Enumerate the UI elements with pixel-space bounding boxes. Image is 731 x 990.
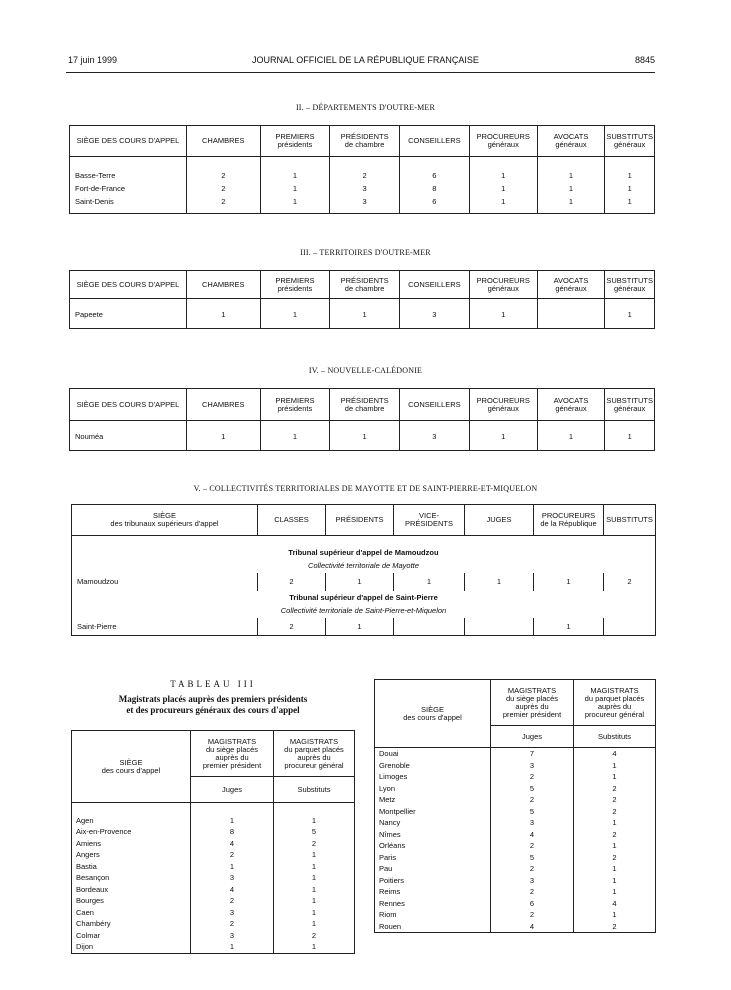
cell-value: 1 [274, 884, 355, 896]
table-row [375, 794, 656, 806]
table-row [70, 305, 655, 325]
cell-value: 1 [260, 305, 330, 325]
cell-value: 1 [605, 305, 655, 325]
cell-value: 2 [191, 918, 274, 930]
table-row [72, 930, 355, 942]
table-row [375, 748, 656, 760]
cell-value: 1 [574, 863, 656, 875]
table-row [375, 886, 656, 898]
cell-value: 2 [274, 930, 355, 942]
table-row [72, 861, 355, 873]
row-siege: Saint-Pierre [72, 618, 258, 636]
table-row [72, 838, 355, 850]
cell-value: 3 [191, 907, 274, 919]
table-row [72, 849, 355, 861]
col-avocats: AVOCATS généraux [537, 271, 605, 299]
cell-value: 1 [534, 618, 604, 636]
block-title-mamoudzou: Tribunal supérieur d'appel de Mamoudzou [288, 547, 439, 557]
cell-value: 1 [326, 573, 394, 591]
table-row [375, 852, 656, 864]
cell-value [537, 305, 605, 325]
cell-value: 2 [491, 840, 574, 852]
cell-value: 1 [534, 573, 604, 591]
table-row [72, 895, 355, 907]
col-procureurs: PROCUREURS généraux [469, 271, 537, 299]
cell-value: 2 [191, 895, 274, 907]
cell-value: 2 [574, 829, 656, 841]
row-siege: Saint-Denis [70, 195, 187, 208]
row-siege: Nouméa [70, 427, 187, 447]
col-presidents: PRÉSIDENTS [326, 505, 394, 536]
cell-value: 1 [274, 849, 355, 861]
row-siege: Agen [72, 815, 191, 827]
cell-value: 1 [574, 771, 656, 783]
table-collectivites [71, 504, 656, 636]
cell-value: 4 [491, 829, 574, 841]
cell-value: 1 [574, 909, 656, 921]
row-siege: Paris [375, 852, 491, 864]
col-siege: SIÈGE des cours d'appel [72, 731, 191, 803]
row-siege: Grenoble [375, 760, 491, 772]
cell-value: 1 [469, 182, 537, 195]
cell-value: 2 [258, 618, 326, 636]
row-siege: Amiens [72, 838, 191, 850]
col-avocats: AVOCATS généraux [537, 389, 605, 421]
cell-value: 1 [326, 618, 394, 636]
section-departements-title: II. – DÉPARTEMENTS D'OUTRE-MER [295, 103, 436, 112]
col-vice-presidents: VICE- PRÉSIDENTS [394, 505, 465, 536]
block-subtitle-spm: Collectivité territoriale de Saint-Pierre-et-Miquelon [280, 606, 447, 615]
cell-value: 1 [469, 427, 537, 447]
cell-value: 3 [399, 427, 469, 447]
cell-value: 1 [394, 573, 465, 591]
table-row [72, 872, 355, 884]
tableau-iii-subtitle-1: Magistrats placés auprès des premiers présidents [118, 694, 308, 704]
cell-value: 4 [191, 838, 274, 850]
cell-value: 1 [274, 907, 355, 919]
cell-value: 2 [491, 794, 574, 806]
cell-value: 3 [399, 305, 469, 325]
cell-value: 1 [274, 872, 355, 884]
col-chambres: CHAMBRES [186, 389, 260, 421]
col-substituts: SUBSTITUTS généraux [605, 389, 655, 421]
cell-value: 1 [274, 895, 355, 907]
table-row [72, 884, 355, 896]
cell-value: 2 [574, 783, 656, 795]
table-row [375, 817, 656, 829]
col-substituts: Substituts [574, 726, 656, 748]
cell-value: 6 [491, 898, 574, 910]
cell-value: 3 [491, 875, 574, 887]
row-siege: Nancy [375, 817, 491, 829]
cell-value: 2 [330, 169, 400, 182]
section-v-title: V. – COLLECTIVITÉS TERRITORIALES DE MAYOTTE ET DE SAINT-PIERRE-ET-MIQUELON [193, 484, 538, 493]
table-row [375, 840, 656, 852]
cell-value: 3 [330, 195, 400, 208]
cell-value: 1 [537, 182, 605, 195]
cell-value: 2 [491, 886, 574, 898]
table-row [375, 863, 656, 875]
col-presidents-ch: PRÉSIDENTS de chambre [330, 271, 400, 299]
cell-value: 1 [191, 815, 274, 827]
row-siege: Dijon [72, 941, 191, 953]
row-siege: Bourges [72, 895, 191, 907]
row-siege: Poitiers [375, 875, 491, 887]
col-conseillers: CONSEILLERS [399, 389, 469, 421]
cell-value: 1 [469, 305, 537, 325]
row-siege: Pau [375, 863, 491, 875]
cell-value: 2 [258, 573, 326, 591]
row-siege: Douai [375, 748, 491, 760]
col-classes: CLASSES [258, 505, 326, 536]
cell-value: 1 [537, 195, 605, 208]
cell-value: 1 [537, 427, 605, 447]
cell-value: 3 [191, 872, 274, 884]
col-juges: Juges [491, 726, 574, 748]
cell-value: 8 [399, 182, 469, 195]
cell-value: 1 [605, 169, 655, 182]
table-row [72, 918, 355, 930]
col-substituts: SUBSTITUTS généraux [605, 126, 655, 157]
row-siege: Reims [375, 886, 491, 898]
cell-value: 1 [274, 815, 355, 827]
cell-value: 1 [605, 195, 655, 208]
cell-value: 2 [491, 771, 574, 783]
row-siege: Orléans [375, 840, 491, 852]
cell-value: 1 [574, 840, 656, 852]
cell-value: 1 [330, 427, 400, 447]
cell-value: 6 [399, 169, 469, 182]
table-magistrats-left [71, 730, 355, 954]
row-siege: Rennes [375, 898, 491, 910]
cell-value: 4 [491, 921, 574, 933]
table-row [375, 909, 656, 921]
col-avocats: AVOCATS généraux [537, 126, 605, 157]
cell-value: 2 [186, 169, 260, 182]
row-siege: Angers [72, 849, 191, 861]
table-row [375, 783, 656, 795]
row-siege: Aix-en-Provence [72, 826, 191, 838]
row-siege: Bastia [72, 861, 191, 873]
cell-value: 1 [274, 918, 355, 930]
cell-value: 1 [537, 169, 605, 182]
row-siege: Fort-de-France [70, 182, 187, 195]
header-journal: JOURNAL OFFICIEL DE LA RÉPUBLIQUE FRANÇAISE [252, 55, 479, 65]
cell-value: 1 [186, 305, 260, 325]
cell-value: 1 [330, 305, 400, 325]
col-chambres: CHAMBRES [186, 271, 260, 299]
col-magistrats-parquet: MAGISTRATS du parquet placés auprès du procureur général [274, 731, 355, 777]
cell-value: 2 [574, 794, 656, 806]
cell-value: 7 [491, 748, 574, 760]
col-siege: SIÈGE DES COURS D'APPEL [70, 389, 187, 421]
cell-value: 2 [491, 863, 574, 875]
section-nouvelle-caledonie-title: IV. – NOUVELLE-CALÉDONIE [308, 366, 423, 375]
col-siege: SIÈGE des cours d'appel [375, 680, 491, 748]
col-magistrats-parquet: MAGISTRATS du parquet placés auprès du procureur général [574, 680, 656, 726]
row-siege: Besançon [72, 872, 191, 884]
cell-value: 2 [574, 806, 656, 818]
cell-value: 4 [574, 748, 656, 760]
cell-value: 2 [191, 849, 274, 861]
cell-value: 1 [574, 817, 656, 829]
block-subtitle-mayotte: Collectivité territoriale de Mayotte [308, 561, 419, 570]
cell-value [604, 618, 656, 636]
row-siege: Nîmes [375, 829, 491, 841]
col-juges: JUGES [465, 505, 534, 536]
cell-value: 1 [191, 941, 274, 953]
table-row [72, 618, 656, 636]
cell-value: 5 [274, 826, 355, 838]
row-siege: Basse-Terre [70, 169, 187, 182]
col-siege: SIÈGE DES COURS D'APPEL [70, 126, 187, 157]
cell-value: 5 [491, 852, 574, 864]
cell-value [394, 618, 465, 636]
col-magistrats-siege: MAGISTRATS du siège placés auprès du premier président [491, 680, 574, 726]
col-premiers: PREMIERS présidents [260, 271, 330, 299]
col-chambres: CHAMBRES [186, 126, 260, 157]
cell-value: 2 [491, 909, 574, 921]
row-siege: Chambéry [72, 918, 191, 930]
table-territoires [69, 270, 655, 329]
cell-value: 2 [604, 573, 656, 591]
table-row [375, 875, 656, 887]
table-nouvelle-caledonie [69, 388, 655, 451]
row-siege: Metz [375, 794, 491, 806]
cell-value: 3 [491, 817, 574, 829]
cell-value: 1 [186, 427, 260, 447]
cell-value: 1 [274, 861, 355, 873]
header-page-number: 8845 [634, 55, 655, 65]
row-siege: Papeete [70, 305, 187, 325]
cell-value: 2 [274, 838, 355, 850]
table-row [375, 806, 656, 818]
cell-value: 1 [191, 861, 274, 873]
cell-value: 4 [574, 898, 656, 910]
table-row [72, 573, 656, 591]
table-row [375, 898, 656, 910]
row-siege: Caen [72, 907, 191, 919]
cell-value: 1 [469, 169, 537, 182]
col-substituts: SUBSTITUTS généraux [605, 271, 655, 299]
col-siege: SIÈGE des tribunaux supérieurs d'appel [72, 505, 258, 536]
col-premiers: PREMIERS présidents [260, 126, 330, 157]
header-date: 17 juin 1999 [68, 55, 118, 65]
row-siege: Montpellier [375, 806, 491, 818]
cell-value: 1 [574, 886, 656, 898]
col-magistrats-siege: MAGISTRATS du siège placés auprès du premier président [191, 731, 274, 777]
col-juges: Juges [191, 777, 274, 803]
table-magistrats-right [374, 679, 656, 933]
table-departements [69, 125, 655, 214]
row-siege: Riom [375, 909, 491, 921]
cell-value: 1 [605, 427, 655, 447]
cell-value: 2 [186, 182, 260, 195]
cell-value: 1 [274, 941, 355, 953]
cell-value: 1 [465, 573, 534, 591]
row-siege: Lyon [375, 783, 491, 795]
cell-value: 1 [469, 195, 537, 208]
table-row [70, 427, 655, 447]
cell-value: 1 [260, 427, 330, 447]
cell-value: 1 [260, 169, 330, 182]
col-presidents-ch: PRÉSIDENTS de chambre [330, 389, 400, 421]
table-row [70, 169, 655, 182]
col-substituts: SUBSTITUTS [604, 505, 656, 536]
cell-value: 2 [574, 852, 656, 864]
cell-value: 8 [191, 826, 274, 838]
table-row [72, 907, 355, 919]
col-procureurs: PROCUREURS généraux [469, 126, 537, 157]
cell-value: 1 [260, 195, 330, 208]
col-substituts: Substituts [274, 777, 355, 803]
tableau-iii-subtitle-2: et des procureurs généraux des cours d'appel [126, 705, 300, 715]
table-row [72, 826, 355, 838]
cell-value: 1 [574, 875, 656, 887]
cell-value: 6 [399, 195, 469, 208]
cell-value: 3 [330, 182, 400, 195]
table-row [72, 941, 355, 953]
col-siege: SIÈGE DES COURS D'APPEL [70, 271, 187, 299]
col-procureurs-republique: PROCUREURS de la République [534, 505, 604, 536]
table-row [375, 771, 656, 783]
cell-value: 1 [605, 182, 655, 195]
cell-value: 2 [574, 921, 656, 933]
row-siege: Limoges [375, 771, 491, 783]
col-conseillers: CONSEILLERS [399, 271, 469, 299]
col-procureurs: PROCUREURS généraux [469, 389, 537, 421]
col-conseillers: CONSEILLERS [399, 126, 469, 157]
cell-value: 1 [574, 760, 656, 772]
table-row [70, 195, 655, 208]
cell-value: 5 [491, 783, 574, 795]
header-rule [66, 72, 655, 73]
col-presidents-ch: PRÉSIDENTS de chambre [330, 126, 400, 157]
table-row [375, 760, 656, 772]
row-siege: Colmar [72, 930, 191, 942]
section-territoires-title: III. – TERRITOIRES D'OUTRE-MER [300, 248, 431, 257]
cell-value: 5 [491, 806, 574, 818]
col-premiers: PREMIERS présidents [260, 389, 330, 421]
tableau-iii-title: TABLEAU III [170, 679, 256, 689]
row-siege: Mamoudzou [72, 573, 258, 591]
table-row [72, 815, 355, 827]
row-siege: Bordeaux [72, 884, 191, 896]
cell-value: 3 [491, 760, 574, 772]
cell-value: 1 [260, 182, 330, 195]
cell-value: 4 [191, 884, 274, 896]
cell-value: 2 [186, 195, 260, 208]
cell-value: 3 [191, 930, 274, 942]
row-siege: Rouen [375, 921, 491, 933]
cell-value [465, 618, 534, 636]
block-title-saint-pierre: Tribunal supérieur d'appel de Saint-Pierre [289, 592, 438, 602]
table-row [375, 829, 656, 841]
table-row [70, 182, 655, 195]
table-row [375, 921, 656, 933]
